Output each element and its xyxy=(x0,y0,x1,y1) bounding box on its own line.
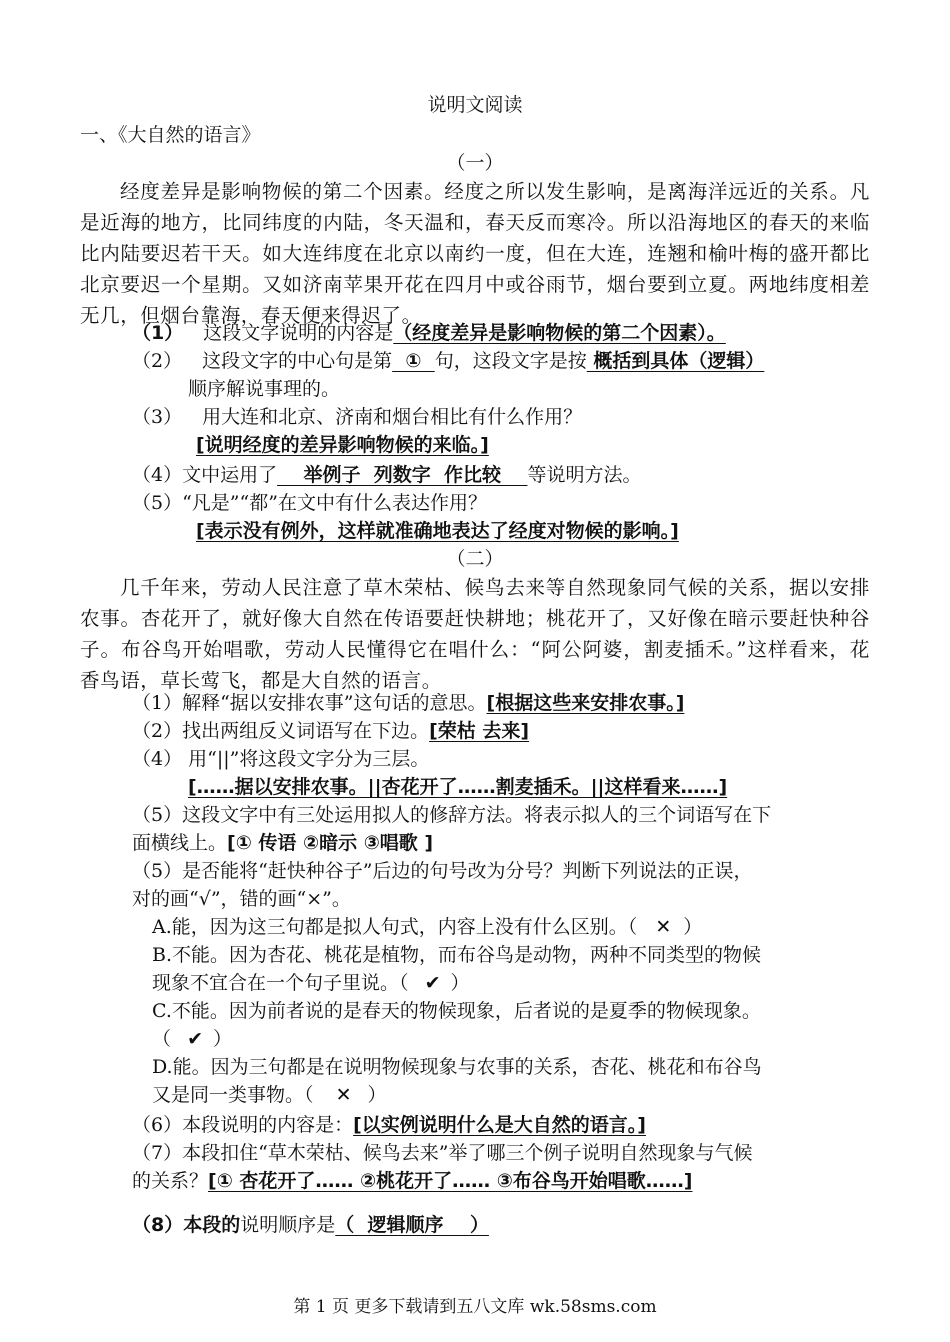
p2-q6-answer: [以实例说明什么是大自然的语言。] xyxy=(353,1114,646,1136)
p1-q5-answer: [表示没有例外，这样就准确地表达了经度对物候的影响。] xyxy=(196,520,679,542)
p2-q4-text: （4） 用“||”将这段文字分为三层。 xyxy=(132,748,430,770)
part2-heading: （二） xyxy=(446,548,504,570)
part1-paragraph: 经度差异是影响物候的第二个因素。经度之所以发生影响，是离海洋远近的关系。凡是近海的地方，比同纬度的内陆，冬天温和，春天反而寒冷。所以沿海地区的春天的来临比内陆要迟若干天。如大连纬度在北京以南约一度，但在大连，连翘和榆叶梅的盛开都比北京要迟一个星期。又如济南苹果开花在四月中或谷雨节，烟台要到立夏。两地纬度相差无几，但烟台靠海，春天便来得迟了。 xyxy=(80,180,870,327)
p1-q3-label: （3） xyxy=(132,406,183,428)
p1-q2-label: （2） xyxy=(132,350,183,372)
p2-q1-answer: [根据这些来安排农事。] xyxy=(486,692,685,714)
p1-q1-answer: （经度差异是影响物候的第二个因素）。 xyxy=(393,322,726,344)
option-c-check-icon: ✔ xyxy=(187,1028,203,1050)
p2-q6 xyxy=(132,1112,646,1138)
p2-q5a-line1: （5）这段文字中有三处运用拟人的修辞方法。将表示拟人的三个词语写在下 xyxy=(132,804,772,826)
option-a xyxy=(152,914,702,940)
section-heading: 一、《大自然的语言》 xyxy=(80,124,261,146)
p2-q1-text: （1）解释“据以安排农事”这句话的意思。 xyxy=(132,692,487,714)
p2-q7-answer: [① 杏花开了…… ②桃花开了…… ③布谷鸟开始唱歌……] xyxy=(208,1170,693,1192)
option-c-open: （ xyxy=(152,1028,172,1050)
option-b-check-icon: ✔ xyxy=(424,972,441,994)
p2-q7-text: 的关系？ xyxy=(132,1170,209,1192)
option-d-line1: D.能。因为三句都是在说明物候现象与农事的关系，杏花、桃花和布谷鸟 xyxy=(152,1056,762,1078)
p1-q2-text-c: 顺序解说事理的。 xyxy=(188,378,341,400)
p2-q5a-line2 xyxy=(132,830,433,856)
p2-q5b-line2: 对的画“√”，错的画“×”。 xyxy=(132,888,351,910)
option-b-line2 xyxy=(152,970,470,996)
option-a-cross-icon: ✕ xyxy=(655,916,672,938)
p1-q4-answer: 举例子 列数字 作比较 xyxy=(277,464,528,486)
p2-q1 xyxy=(132,690,684,716)
page-footer: 第 1 页 更多下载请到五八文库 wk.58sms.com xyxy=(293,1297,657,1317)
option-b-line1: B.不能。因为杏花、桃花是植物，而布谷鸟是动物，两种不同类型的物候 xyxy=(152,944,762,966)
p1-q2-answer-b: 概括到具体（逻辑） xyxy=(586,350,765,372)
p2-q2 xyxy=(132,718,529,744)
p1-q5-text: （5）“凡是”“都”在文中有什么表达作用？ xyxy=(132,492,487,514)
option-d-cross-icon: ✕ xyxy=(335,1084,352,1106)
p1-q4-text-a: （4）文中运用了 xyxy=(132,464,278,486)
p1-q3-answer: [说明经度的差异影响物候的来临。] xyxy=(196,434,489,456)
p2-q8 xyxy=(132,1212,489,1238)
p1-q2-answer-a: ① xyxy=(392,350,435,372)
p2-q2-answer: [荣枯 去来] xyxy=(429,720,530,742)
page-title: 说明文阅读 xyxy=(427,94,523,116)
option-b-close: ） xyxy=(450,972,470,994)
p1-q3-text: 用大连和北京、济南和烟台相比有什么作用？ xyxy=(202,406,583,428)
option-c-close: ） xyxy=(212,1028,232,1050)
p1-q2-text-b: 句，这段文字是按 xyxy=(434,350,587,372)
p2-q5a-answer: [① 传语 ②暗示 ③唱歌 ] xyxy=(227,832,434,854)
p1-q4 xyxy=(132,462,642,488)
part2-paragraph: 几千年来，劳动人民注意了草木荣枯、候鸟去来等自然现象同气候的关系，据以安排农事。杏花开了，就好像大自然在传语要赶快耕地；桃花开了，又好像在暗示要赶快种谷子。布谷鸟开始唱歌，劳动人民懂得它在唱什么：“阿公阿婆，割麦插禾。”这样看来，花香鸟语，草长莺飞，都是大自然的语言。 xyxy=(80,576,870,692)
p1-q2 xyxy=(132,348,764,374)
p2-q8-text: 说明顺序是 xyxy=(240,1214,336,1236)
option-c-line2 xyxy=(152,1026,232,1052)
p2-q5b-line1: （5）是否能将“赶快种谷子”后边的句号改为分号？判断下列说法的正误， xyxy=(132,860,753,882)
p2-q2-text: （2）找出两组反义词语写在下边。 xyxy=(132,720,430,742)
option-d-close: ） xyxy=(367,1084,387,1106)
p1-q1 xyxy=(132,320,726,346)
p1-q4-text-b: 等说明方法。 xyxy=(527,464,642,486)
option-a-close: ） xyxy=(683,916,703,938)
p2-q8-label: （8）本段的 xyxy=(132,1214,241,1236)
option-a-text: A.能，因为这三句都是拟人句式，内容上没有什么区别。（ xyxy=(152,916,638,938)
p2-q6-text: （6）本段说明的内容是： xyxy=(132,1114,354,1136)
p2-q7-line2 xyxy=(132,1168,693,1194)
option-d-line2 xyxy=(152,1082,387,1108)
p1-q3 xyxy=(132,404,582,430)
p1-q1-label: （1） xyxy=(132,322,184,344)
p2-q5a-text: 面横线上。 xyxy=(132,832,228,854)
p1-q2-text-a: 这段文字的中心句是第 xyxy=(202,350,393,372)
option-d-text: 又是同一类事物。（ xyxy=(152,1084,314,1106)
option-b-text: 现象不宜合在一个句子里说。（ xyxy=(152,972,409,994)
p2-q7-line1: （7）本段扣住“草木荣枯、候鸟去来”举了哪三个例子说明自然现象与气候 xyxy=(132,1142,753,1164)
p2-q8-answer: （ 逻辑顺序 ） xyxy=(335,1214,489,1236)
option-c-line1: C.不能。因为前者说的是春天的物候现象，后者说的是夏季的物候现象。 xyxy=(152,1000,761,1022)
p2-q4-answer: [……据以安排农事。||杏花开了……割麦插禾。||这样看来……] xyxy=(188,776,728,798)
part1-heading: （一） xyxy=(446,152,504,174)
p1-q1-text: 这段文字说明的内容是 xyxy=(203,322,394,344)
